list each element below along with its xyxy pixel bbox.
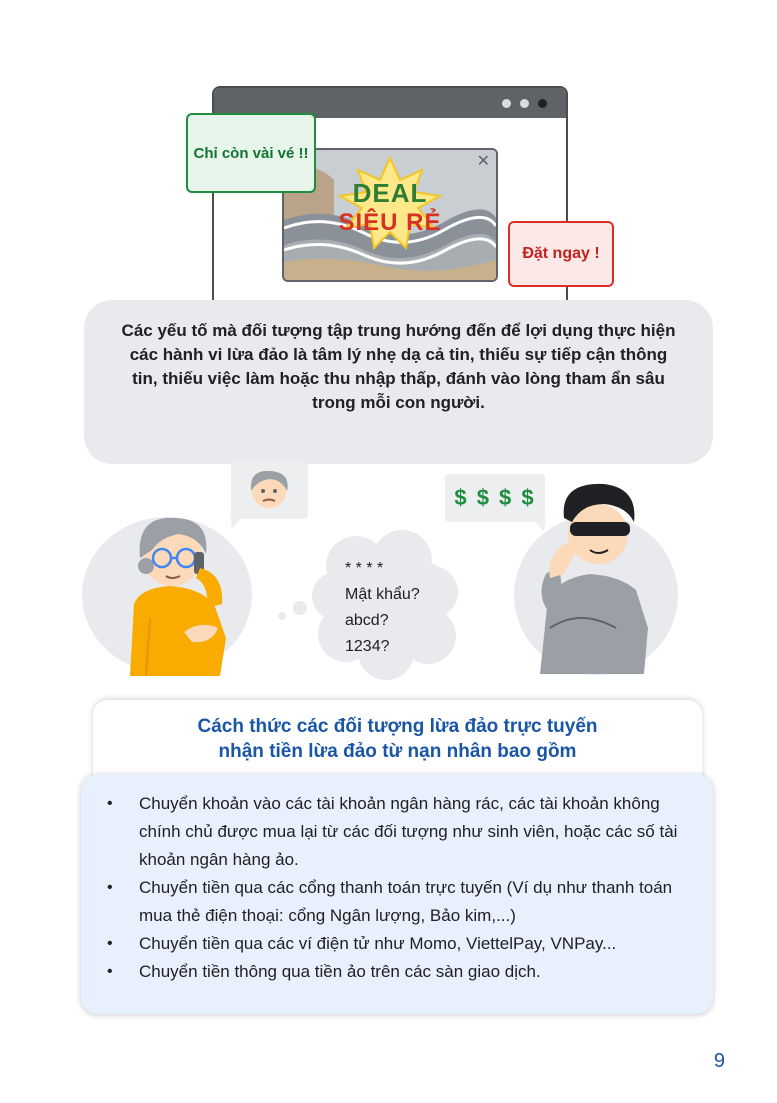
book-now-label: Đặt ngay ! (522, 245, 600, 262)
grandmother-speech-bubble (231, 461, 308, 519)
speech-bubble-tail-icon (230, 515, 244, 529)
money-symbols: $ $ $ $ (454, 485, 536, 510)
window-dot-icon (520, 99, 529, 108)
deal-line-1: DEAL (352, 178, 428, 208)
password-thought-text (345, 556, 420, 660)
page-number: 9 (713, 1050, 725, 1072)
few-tickets-left-tag (186, 113, 316, 193)
close-icon[interactable]: ✕ (476, 153, 490, 170)
thought-line: 1234? (345, 638, 390, 655)
methods-list (101, 790, 683, 986)
grandmother-icon (100, 508, 250, 676)
intro-text: Các yếu tố mà đối tượng tập trung hướng đến để lợi dụng thực hiện các hành vi lừa đảo là tâm lý nhẹ dạ cả tin, thiếu sự tiếp cận thông tin, thiếu việc làm hoặc thu nhập thấp, đánh vào lòng tham ẩn sâu trong mỗi con người. (121, 321, 676, 412)
list-item: • Chuyển tiền thông qua tiền ảo trên các sàn giao dịch. (101, 958, 683, 986)
thought-line: * * * * (345, 560, 384, 577)
book-now-tag (508, 221, 614, 287)
few-tickets-left-label: Chỉ còn vài vé !! (193, 144, 309, 162)
deal-line-2: SIÊU RẺ (338, 209, 442, 236)
methods-list-box (81, 774, 713, 1014)
window-dot-icon (502, 99, 511, 108)
list-item: • Chuyển khoản vào các tài khoản ngân hàng rác, các tài khoản không chính chủ được mua lại từ các đối tượng như sinh viên, hoặc các số tài khoản ngân hàng ảo. (101, 790, 683, 874)
intro-box (84, 300, 713, 464)
thought-line: abcd? (345, 612, 389, 629)
methods-title-line-2: nhận tiền lừa đảo từ nạn nhân bao gồm (218, 741, 577, 762)
thought-dots-icon (274, 598, 314, 622)
list-item: • Chuyển tiền qua các cổng thanh toán trực tuyến (Ví dụ như thanh toán mua thẻ điện thoại: cổng Ngân lượng, Bảo kim,...) (101, 874, 683, 930)
grandmother-avatar-icon (231, 461, 308, 519)
money-speech-bubble (445, 474, 545, 522)
thought-line: Mật khẩu? (345, 586, 420, 603)
methods-title-line-1: Cách thức các đối tượng lừa đảo trực tuyến (197, 716, 598, 737)
window-dot-icon (538, 99, 547, 108)
speech-bubble-tail-icon (532, 518, 546, 532)
list-item: • Chuyển tiền qua các ví điện tử như Momo, ViettelPay, VNPay... (101, 930, 683, 958)
